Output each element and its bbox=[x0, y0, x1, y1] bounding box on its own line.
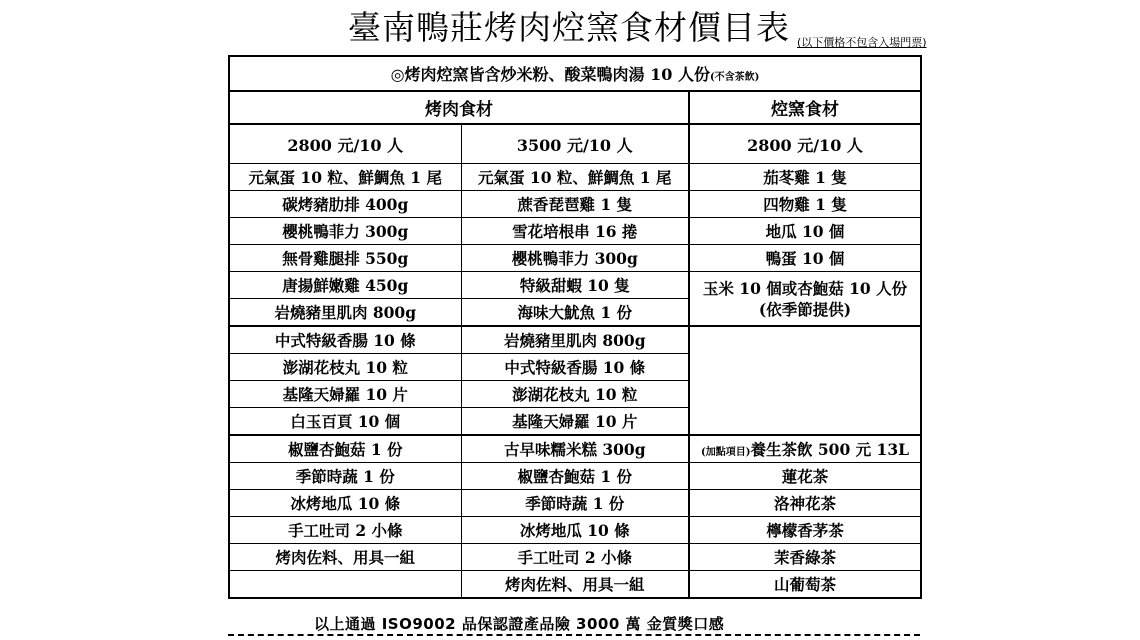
footer-note: 以上通過 ISO9002 品保認證產品險 3000 萬 金質獎口感 bbox=[314, 615, 725, 633]
table-row bbox=[229, 571, 921, 599]
banner-text: ◎烤肉焢窯皆含炒米粉、酸菜鴨肉湯 10 人份 bbox=[390, 65, 710, 84]
banner-cell bbox=[229, 56, 921, 91]
table-row bbox=[229, 490, 921, 517]
item-col2: 元氣蛋 10 粒、鮮鯛魚 1 尾 bbox=[461, 164, 689, 191]
tea-price: 養生茶飲 500 元 13L bbox=[750, 440, 909, 459]
item-col2: 櫻桃鴨菲力 300g bbox=[461, 245, 689, 272]
item-col1: 櫻桃鴨菲力 300g bbox=[229, 218, 461, 245]
item-col2: 蔗香琵琶雞 1 隻 bbox=[461, 191, 689, 218]
item-col1 bbox=[229, 571, 461, 599]
item-col1: 唐揚鮮嫩雞 450g bbox=[229, 272, 461, 299]
item-col2: 海味大魷魚 1 份 bbox=[461, 299, 689, 327]
item-col1: 烤肉佐料、用具一組 bbox=[229, 544, 461, 571]
tea-item: 檸檬香茅茶 bbox=[689, 517, 921, 544]
category-kiln: 焢窯食材 bbox=[689, 91, 921, 124]
item-col2: 特級甜蝦 10 隻 bbox=[461, 272, 689, 299]
page-title: 臺南鴨莊烤肉焢窯食材價目表 bbox=[348, 8, 790, 47]
item-col2: 椒鹽杏鮑菇 1 份 bbox=[461, 463, 689, 490]
item-col1: 無骨雞腿排 550g bbox=[229, 245, 461, 272]
tea-addon-tag: (加點項目) bbox=[701, 447, 751, 458]
item-col2: 雪花培根串 16 捲 bbox=[461, 218, 689, 245]
item-col1: 椒鹽杏鮑菇 1 份 bbox=[229, 435, 461, 463]
item-col1: 基隆天婦羅 10 片 bbox=[229, 381, 461, 408]
item-col2: 岩燒豬里肌肉 800g bbox=[461, 326, 689, 354]
item-col2: 基隆天婦羅 10 片 bbox=[461, 408, 689, 436]
item-col3: 地瓜 10 個 bbox=[689, 218, 921, 245]
price-col1: 2800 元/10 人 bbox=[229, 124, 461, 164]
item-col2: 古早味糯米糕 300g bbox=[461, 435, 689, 463]
item-col2: 季節時蔬 1 份 bbox=[461, 490, 689, 517]
corn-season-note: (依季節提供) bbox=[758, 299, 852, 319]
empty-cell bbox=[689, 326, 921, 435]
item-col3: 鴨蛋 10 個 bbox=[689, 245, 921, 272]
banner-row bbox=[229, 56, 921, 91]
tea-item: 洛神花茶 bbox=[689, 490, 921, 517]
price-note: (以下價格不包含入場門票) bbox=[797, 36, 927, 49]
table-row bbox=[229, 544, 921, 571]
item-col3: 四物雞 1 隻 bbox=[689, 191, 921, 218]
item-col1: 季節時蔬 1 份 bbox=[229, 463, 461, 490]
item-col2: 烤肉佐料、用具一組 bbox=[461, 571, 689, 599]
tea-item: 蓮花茶 bbox=[689, 463, 921, 490]
item-col2: 手工吐司 2 小條 bbox=[461, 544, 689, 571]
item-col3: 茄苳雞 1 隻 bbox=[689, 164, 921, 191]
table-row bbox=[229, 245, 921, 272]
table-row bbox=[229, 164, 921, 191]
tea-item: 茉香綠茶 bbox=[689, 544, 921, 571]
category-row bbox=[229, 91, 921, 124]
table-row bbox=[229, 191, 921, 218]
item-col1: 手工吐司 2 小條 bbox=[229, 517, 461, 544]
item-col1: 碳烤豬肋排 400g bbox=[229, 191, 461, 218]
item-col1: 中式特級香腸 10 條 bbox=[229, 326, 461, 354]
table-row bbox=[229, 517, 921, 544]
item-col1: 白玉百頁 10 個 bbox=[229, 408, 461, 436]
divider bbox=[228, 634, 920, 636]
corn-option-cell bbox=[689, 272, 921, 327]
item-col1: 澎湖花枝丸 10 粒 bbox=[229, 354, 461, 381]
price-row bbox=[229, 124, 921, 164]
table-row bbox=[229, 272, 921, 299]
tea-header bbox=[689, 435, 921, 463]
item-col2: 冰烤地瓜 10 條 bbox=[461, 517, 689, 544]
corn-option: 玉米 10 個或杏鮑菇 10 人份 bbox=[702, 278, 908, 298]
tea-item: 山葡萄茶 bbox=[689, 571, 921, 599]
item-col1: 岩燒豬里肌肉 800g bbox=[229, 299, 461, 327]
item-col2: 澎湖花枝丸 10 粒 bbox=[461, 381, 689, 408]
table-row bbox=[229, 463, 921, 490]
item-col2: 中式特級香腸 10 條 bbox=[461, 354, 689, 381]
item-col1: 冰烤地瓜 10 條 bbox=[229, 490, 461, 517]
table-row bbox=[229, 218, 921, 245]
category-bbq: 烤肉食材 bbox=[229, 91, 689, 124]
price-table bbox=[228, 55, 922, 599]
table-row bbox=[229, 435, 921, 463]
banner-note: (不含茶飲) bbox=[709, 72, 760, 83]
table-row bbox=[229, 326, 921, 354]
price-col3: 2800 元/10 人 bbox=[689, 124, 921, 164]
item-col1: 元氣蛋 10 粒、鮮鯛魚 1 尾 bbox=[229, 164, 461, 191]
price-col2: 3500 元/10 人 bbox=[461, 124, 689, 164]
